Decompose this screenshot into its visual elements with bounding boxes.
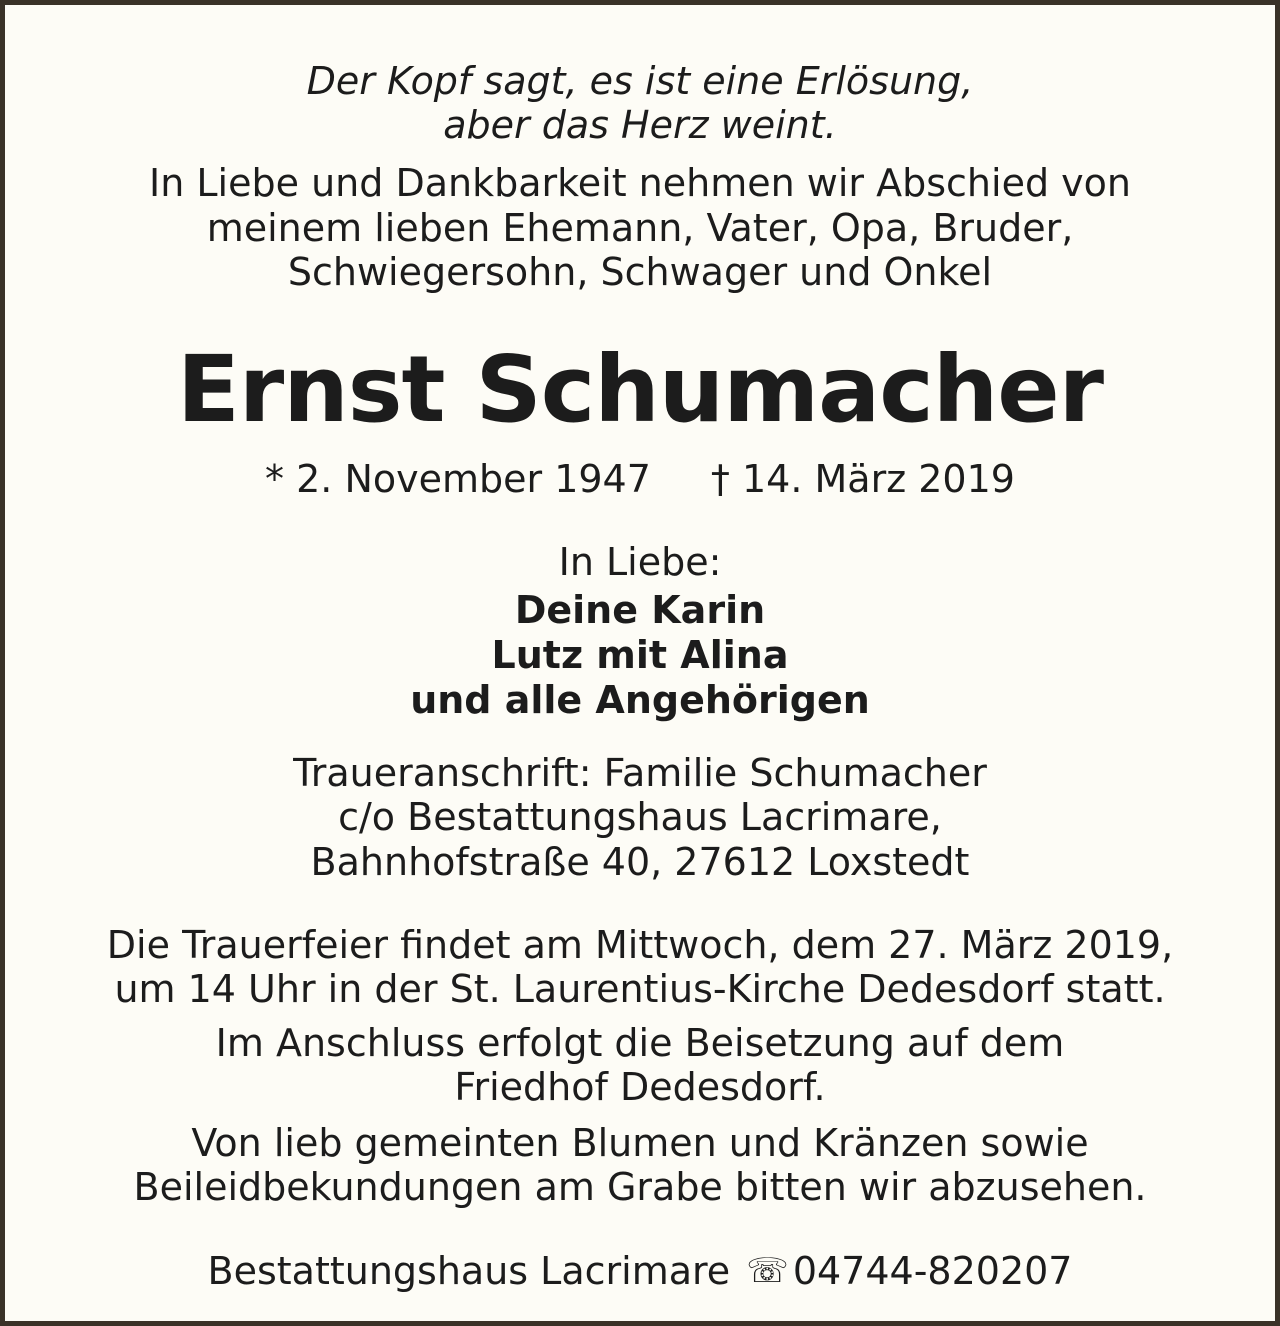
life-dates — [5, 457, 1275, 501]
motto-line-2: aber das Herz weint. — [443, 103, 837, 147]
deceased-name: Ernst Schumacher — [176, 336, 1103, 443]
phone-number: 04744-820207 — [792, 1249, 1073, 1293]
funeral-home-name: Bestattungshaus Lacrimare — [207, 1249, 731, 1293]
footer-contact — [5, 1249, 1275, 1293]
mourner-line-3: und alle Angehörigen — [410, 678, 870, 722]
intro-line-2: meinem lieben Ehemann, Vater, Opa, Bruder, — [206, 206, 1074, 250]
death-date: † 14. März 2019 — [710, 457, 1015, 501]
service-line-5: Von lieb gemeinten Blumen und Kränzen sowie — [191, 1121, 1089, 1165]
address-line-1: Traueranschrift: Familie Schumacher — [293, 751, 987, 795]
phone-icon: ☏ — [746, 1251, 789, 1291]
intro-line-3: Schwiegersohn, Schwager und Onkel — [287, 250, 993, 294]
mourner-line-1: Deine Karin — [514, 588, 766, 632]
service-line-2: um 14 Uhr in der St. Laurentius-Kirche Dedesdorf statt. — [114, 967, 1166, 1011]
mourners-heading: In Liebe: — [558, 540, 722, 584]
mourner-line-2: Lutz mit Alina — [491, 633, 789, 677]
service-line-4: Friedhof Dedesdorf. — [454, 1065, 826, 1109]
motto-line-1: Der Kopf sagt, es ist eine Erlösung, — [306, 59, 974, 103]
birth-date: * 2. November 1947 — [265, 457, 651, 501]
address-line-3: Bahnhofstraße 40, 27612 Loxstedt — [310, 840, 970, 884]
address-line-2: c/o Bestattungshaus Lacrimare, — [338, 795, 942, 839]
service-line-3: Im Anschluss erfolgt die Beisetzung auf dem — [215, 1021, 1065, 1065]
service-line-1: Die Trauerfeier findet am Mittwoch, dem 27. März 2019, — [106, 923, 1174, 967]
service-line-6: Beileidbekundungen am Grabe bitten wir abzusehen. — [133, 1165, 1147, 1209]
intro-line-1: In Liebe und Dankbarkeit nehmen wir Abschied von — [149, 161, 1131, 205]
